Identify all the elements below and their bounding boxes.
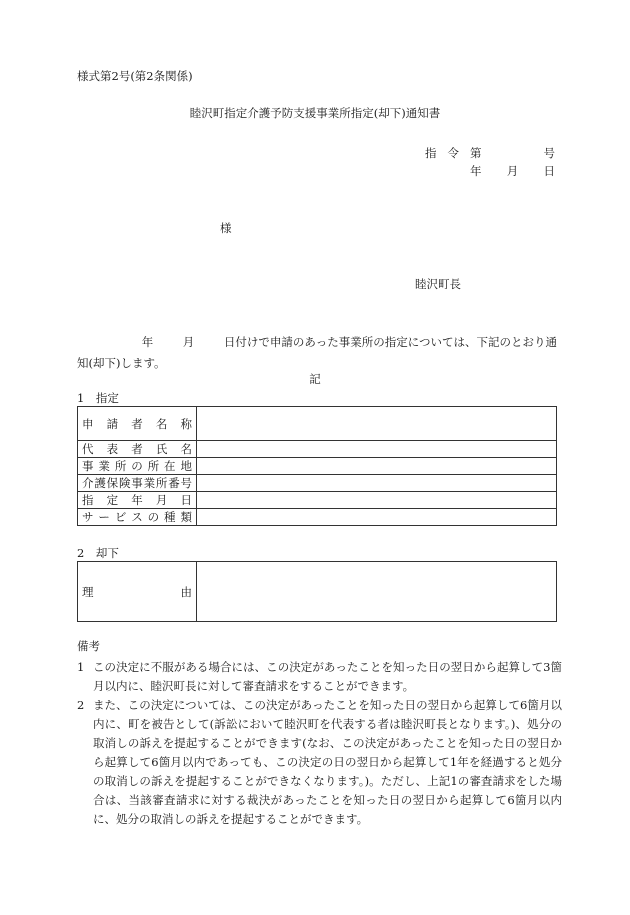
value-insurance-office-number	[197, 475, 557, 492]
label-char: 者	[131, 442, 143, 456]
body-text-line1: 日付けで申請のあった事業所の指定については、下記のとおり通	[223, 335, 557, 349]
note-number: 2	[77, 698, 85, 712]
table-row	[78, 441, 557, 458]
reason-char-2: 由	[180, 584, 192, 599]
label-char: の	[147, 510, 160, 524]
notes-list	[77, 658, 562, 829]
label-char: 介	[82, 476, 94, 490]
label-char: ス	[131, 510, 143, 524]
label-char: 保	[106, 476, 119, 490]
ref-char-4: 号	[543, 146, 555, 160]
label-char: 事	[82, 459, 94, 473]
date-year: 年	[470, 164, 482, 178]
ref-char-2: 令	[447, 146, 459, 160]
label-char: 請	[106, 416, 119, 431]
body-year: 年	[141, 335, 154, 349]
label-designation-date	[78, 492, 197, 509]
label-char: 所	[114, 459, 127, 473]
table-row	[78, 458, 557, 475]
table-row	[78, 562, 557, 622]
note-number: 1	[77, 660, 85, 674]
label-char: サ	[82, 510, 94, 524]
label-char: 名	[155, 416, 168, 431]
value-office-address	[197, 458, 557, 475]
issuer-name: 睦沢町長	[415, 277, 461, 291]
label-char: 業	[98, 459, 110, 473]
label-char: ー	[98, 510, 110, 524]
form-number: 様式第2号(第2条関係)	[77, 69, 193, 83]
label-text	[82, 475, 192, 491]
value-representative-name	[197, 441, 557, 458]
value-applicant-name	[197, 407, 557, 441]
ki-marker: 記	[309, 372, 321, 386]
note-text: また、この決定については、この決定があったことを知った日の翌日から起算して6箇月以内に、町を被告として(訴訟において睦沢町を代表する者は睦沢町長となります。)、処分の取消しの訴えを提起することができます(なお、この決定があったことを知った日の翌日から起算して6箇月以内であっても、この決定の日の翌日から起算して1年を経過すると処分の取消しの訴えを提起することができなくなります。)。ただし、上記1の審査請求をした場合は、当該審査請求に対する裁決があったことを知った日の翌日から起算して6箇月以内に、処分の取消しの訴えを提起することができます。	[93, 698, 562, 826]
label-reason	[78, 562, 197, 622]
label-char: 事	[131, 476, 143, 490]
label-char: 地	[180, 459, 192, 473]
label-char: 種	[164, 510, 176, 524]
value-reason	[197, 562, 557, 622]
label-applicant-name	[78, 407, 197, 441]
label-char: 護	[94, 476, 106, 490]
label-char: 月	[155, 493, 168, 507]
rejection-table	[77, 561, 557, 622]
body-month: 月	[182, 335, 195, 349]
label-char: 険	[118, 476, 131, 490]
issue-date-line	[470, 163, 555, 179]
label-representative-name	[78, 441, 197, 458]
label-char: 所	[155, 476, 168, 490]
label-char: 日	[180, 493, 192, 507]
label-char: 業	[143, 476, 156, 490]
label-char: 類	[180, 510, 192, 524]
label-char: 称	[180, 416, 192, 431]
label-char: 申	[82, 416, 94, 431]
value-designation-date	[197, 492, 557, 509]
label-char: 年	[131, 493, 143, 507]
label-char: ビ	[114, 510, 127, 524]
label-service-type	[78, 509, 197, 526]
note-item	[77, 658, 562, 696]
document-title: 睦沢町指定介護予防支援事業所指定(却下)通知書	[189, 106, 441, 120]
notes-title: 備考	[77, 639, 100, 653]
note-text: この決定に不服がある場合には、この決定があったことを知った日の翌日から起算して3箇月以内に、睦沢町長に対して審査請求をすることができます。	[93, 660, 562, 693]
reason-char-1: 理	[82, 584, 94, 599]
label-char: 表	[106, 442, 119, 456]
value-service-type	[197, 509, 557, 526]
date-day: 日	[543, 164, 555, 178]
label-char: 号	[180, 476, 192, 490]
table-row	[78, 475, 557, 492]
label-office-address	[78, 458, 197, 475]
label-char: 定	[106, 493, 119, 507]
label-char: 名	[180, 442, 192, 456]
label-text	[82, 492, 192, 508]
reference-number-line	[425, 145, 555, 161]
label-insurance-office-number	[78, 475, 197, 492]
label-char: の	[131, 459, 143, 473]
label-char: 氏	[155, 442, 168, 456]
note-item	[77, 696, 562, 829]
label-text	[82, 509, 192, 525]
addressee-honorific: 様	[220, 221, 232, 235]
label-char: 所	[147, 459, 160, 473]
ref-char-3: 第	[470, 146, 482, 160]
table-row	[78, 492, 557, 509]
designation-table	[77, 406, 557, 526]
ref-char-1: 指	[425, 146, 437, 160]
label-text	[82, 458, 192, 474]
label-text	[82, 441, 192, 457]
section1-heading: 1 指定	[77, 391, 119, 405]
label-char: 在	[164, 459, 176, 473]
table-row	[78, 509, 557, 526]
label-char: 代	[82, 442, 94, 456]
section2-heading: 2 却下	[77, 546, 119, 560]
label-char: 指	[82, 493, 94, 507]
table-row	[78, 407, 557, 441]
body-paragraph	[77, 332, 557, 374]
body-text-line2: 知(却下)します。	[77, 356, 166, 370]
label-char: 者	[131, 416, 143, 431]
date-month: 月	[506, 164, 519, 178]
label-char: 番	[168, 476, 180, 490]
label-text	[82, 416, 192, 432]
